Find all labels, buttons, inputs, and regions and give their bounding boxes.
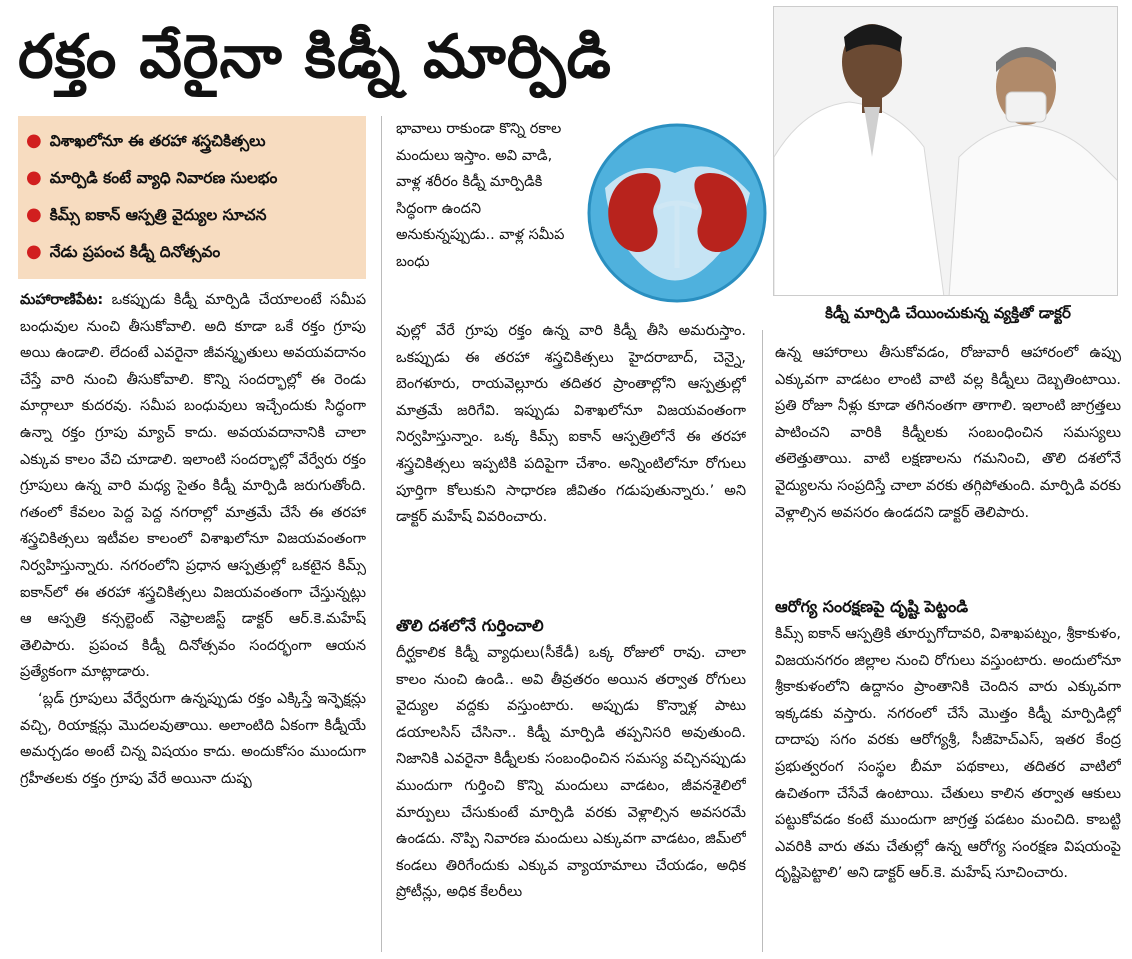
article-column-2-bottom [396, 612, 746, 952]
highlight-item: ● కిమ్స్‌ ఐకాన్‌ ఆస్పత్రి వైద్యుల సూచన [26, 204, 267, 225]
paragraph: భావాలు రాకుండా కొన్ని రకాల మందులు ఇస్తాం. అవి వాడి, వాళ్ల శరీరం కిడ్నీ మార్పిడికి సిద్ధంగా ఉందని అనుకున్నప్పుడు.. వాళ్ల సమీప బంధు [396, 121, 565, 270]
bullet-icon: ● [26, 204, 42, 225]
column-divider [381, 116, 382, 952]
paragraph: దీర్ఘకాలిక కిడ్నీ వ్యాధులు(సీకేడీ) ఒక్క రోజులో రావు. చాలా కాలం నుంచి ఉండి.. అవి తీవ్రతరం అయిన తర్వాత రోగులు వైద్యుల వద్దకు వస్తుంటారు. అప్పుడు కొన్నాళ్ల పాటు డయాలసిస్‌ చేసినా.. కిడ్నీ మార్పిడి తప్పనిసరి అవుతుంది. నిజానికి ఎవరైనా కిడ్నీలకు సంబంధించిన సమస్య వచ్చినప్పుడు ముందుగా గుర్తించి కొన్ని మందులు వాడటం, జీవనశైలిలో మార్పులు చేసుకుంటే మార్పిడి వరకు వెళ్లాల్సిన అవసరమే ఉండదు. నొప్పి నివారణ మందులు ఎక్కువగా వాడటం, జిమ్‌లో కండలు తిరిగేందుకు ఎక్కువ వ్యాయామాలు చేయడం, అధిక ప్రోటీన్లు, అధిక కేలరీలు [396, 645, 746, 901]
paragraph: ఒకప్పుడు కిడ్నీ మార్పిడి చేయాలంటే సమీప బంధువుల నుంచి తీసుకోవాలి. అది కూడా ఒకే రక్తం గ్రూపు అయి ఉండాలి. లేదంటే ఎవరైనా జీవన్మృతులు అవయవదానం చేస్తే వారి నుంచి తీసుకోవాలి. కొన్ని సందర్భాల్లో ఈ రెండు మార్గాలూ కుదరవు. సమీప బంధువులు ఇచ్చేందుకు సిద్ధంగా ఉన్నా రక్తం గ్రూపు మ్యాచ్‌ కాదు. అవయవదానానికి చాలా ఎక్కువ కాలం వేచి చూడాలి. ఇలాంటి సందర్భాల్లో వేర్వేరు రక్తం గ్రూపులు ఉన్న వారి మధ్య సైతం కిడ్నీ మార్పిడి జరుగుతోంది. గతంలో కేవలం పెద్ద పెద్ద నగరాల్లో మాత్రమే చేసే ఈ తరహా శస్త్రచికిత్సలు ఇటీవల కాలంలో విశాఖలోనూ విజయవంతంగా నిర్వహిస్తున్నారు. నగరంలోని ప్రధాన ఆస్పత్రుల్లో ఒకటైన కిమ్స్‌ ఐకాన్‌లో ఈ తరహా శస్త్రచికిత్సలు విజయవంతంగా చేస్తున్నట్లు ఆ ఆస్పత్రి కన్సల్టెంట్‌ నెఫ్రాలజిస్ట్‌ డాక్టర్‌ ఆర్‌.కె.మహేష్‌ తెలిపారు. ప్రపంచ కిడ్నీ దినోత్సవం సందర్భంగా ఆయన ప్రత్యేకంగా మాట్లాడారు. [20, 292, 366, 681]
bullet-icon: ● [26, 241, 42, 262]
article-column-2-mid [396, 318, 746, 588]
highlight-item: ● విశాఖలోనూ ఈ తరహా శస్త్రచికిత్సలు [26, 130, 266, 151]
headline: రక్తం వేరైనా కిడ్నీ మార్పిడి [18, 22, 612, 92]
subheading: తొలి దశలోనే గుర్తించాలి [396, 616, 544, 635]
kidney-globe-graphic [565, 118, 775, 308]
column-divider [762, 330, 763, 952]
highlight-item: ● మార్పిడి కంటే వ్యాధి నివారణ సులభం [26, 167, 278, 188]
doctor-patient-photo [773, 6, 1118, 296]
photo-caption: కిడ్నీ మార్పిడి చేయించుకున్న వ్యక్తితో డాక్టర్‌ [825, 304, 1071, 322]
dateline: మహారాణిపేట: [20, 292, 104, 308]
highlights-box [18, 116, 366, 279]
article-column-3-top [775, 340, 1121, 562]
bullet-icon: ● [26, 130, 42, 151]
bullet-icon: ● [26, 167, 42, 188]
photo-illustration [774, 7, 1118, 296]
paragraph: ఉన్న ఆహారాలు తీసుకోవడం, రోజువారీ ఆహారంలో ఉప్పు ఎక్కువగా వాడటం లాంటి వాటి వల్ల కిడ్నీలు దెబ్బతింటాయి. ప్రతి రోజూ నీళ్లు కూడా తగినంతగా తాగాలి. ఇలాంటి జాగ్రత్తలు పాటించని వారికి కిడ్నీలకు సంబంధించిన సమస్యలు తలెత్తుతాయి. వాటి లక్షణాలను గమనించి, తొలి దశలోనే వైద్యులను సంప్రదిస్తే చాలా వరకు తగ్గిపోతుంది. మార్పిడి వరకు వెళ్లాల్సిన అవసరం ఉండదని డాక్టర్‌ తెలిపారు. [775, 345, 1121, 521]
highlight-item: ● నేడు ప్రపంచ కిడ్నీ దినోత్సవం [26, 241, 221, 262]
article-column-3-bottom [775, 593, 1121, 951]
paragraph: వుల్లో వేరే గ్రూపు రక్తం ఉన్న వారి కిడ్నీ తీసి అమరుస్తాం. ఒకప్పుడు ఈ తరహా శస్త్రచికిత్సలు హైదరాబాద్‌, చెన్నై, బెంగళూరు, రాయవెల్లూరు తదితర ప్రాంతాల్లోని ఆస్పత్రుల్లో మాత్రమే జరిగేవి. ఇప్పుడు విశాఖలోనూ విజయవంతంగా నిర్వహిస్తున్నాం. ఒక్క కిమ్స్‌ ఐకాన్‌ ఆస్పత్రిలోనే ఈ తరహా శస్త్రచికిత్సలు ఇప్పటికి పదిపైగా చేశాం. అన్నింటిలోనూ రోగులు పూర్తిగా కోలుకుని సాధారణ జీవితం గడుపుతున్నారు.’ అని డాక్టర్‌ మహేష్‌ వివరించారు. [396, 323, 746, 526]
article-column-1 [20, 287, 366, 952]
paragraph: కిమ్స్‌ ఐకాన్‌ ఆస్పత్రికి తూర్పుగోదావరి, విశాఖపట్నం, శ్రీకాకుళం, విజయనగరం జిల్లాల నుంచి రోగులు వస్తుంటారు. అందులోనూ శ్రీకాకుళంలోని ఉద్దానం ప్రాంతానికి చెందిన వారు ఎక్కువగా ఇక్కడకు వస్తారు. నగరంలో చేసే మొత్తం కిడ్నీ మార్పిడిల్లో దాదాపు సగం వరకు ఆరోగ్యశ్రీ, సీజీహెచ్‌ఎస్‌, ఇతర కేంద్ర ప్రభుత్వరంగ సంస్థల బీమా పథకాలు, తదితర వాటిలో ఉచితంగా చేసేవే ఉంటాయి. చేతులు కాలిన తర్వాత ఆకులు పట్టుకోవడం కంటే ముందుగా జాగ్రత్త పడటం మంచిది. కాబట్టి ఎవరికి వారు తమ చేతుల్లో ఉన్న ఆరోగ్య సంరక్షణ విషయంపై దృష్టిపెట్టాలి’ అని డాక్టర్‌ ఆర్‌.కె. మహేష్‌ సూచించారు. [775, 626, 1121, 882]
paragraph: ‘బ్లడ్‌ గ్రూపులు వేర్వేరుగా ఉన్నప్పుడు రక్తం ఎక్కిస్తే ఇన్ఫెక్షన్లు వచ్చి, రియాక్షన్లు మొదలవుతాయి. అలాంటిది ఏకంగా కిడ్నీయే అమర్చడం అంటే చిన్న విషయం కాదు. అందుకోసం ముందుగా గ్రహీతలకు రక్తం గ్రూపు వేరే అయినా దుష్ప [20, 690, 366, 787]
subheading: ఆరోగ్య సంరక్షణపై దృష్టి పెట్టండి [775, 597, 969, 616]
article-column-2-top [396, 116, 568, 331]
